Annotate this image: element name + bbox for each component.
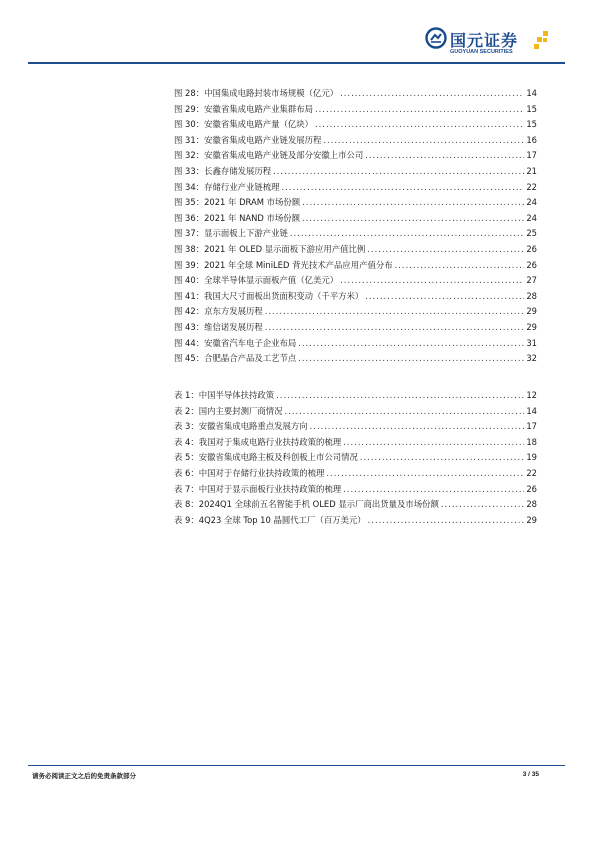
dot-leader [367,242,524,258]
table-toc-entry[interactable] [174,404,537,420]
toc-entry-label: 表 2：国内主要封测厂商情况 [174,405,283,416]
toc-entry-page: 24 [526,212,537,223]
table-toc-entry[interactable] [174,388,537,404]
toc-entry-page: 19 [526,452,537,463]
toc-entry-page: 29 [526,306,537,317]
toc-entry-label: 表 5：安徽省集成电路主板及科创板上市公司情况 [174,452,358,463]
logo-accent-blocks-icon [534,31,550,49]
dot-leader [365,148,524,164]
dot-leader [395,258,525,274]
figure-toc-entry[interactable] [174,102,537,118]
header-divider [28,62,565,64]
dot-leader [441,497,524,513]
footer-page-number: 3 / 35 [522,771,539,778]
toc-entry-page: 17 [526,421,537,432]
table-toc-entry[interactable] [174,466,537,482]
table-toc-entry[interactable] [174,435,537,451]
toc-entry-page: 12 [526,390,537,400]
figure-toc-entry[interactable] [174,273,537,289]
toc-entry-page: 15 [526,119,537,130]
figure-toc-entry[interactable] [174,148,537,164]
toc-entry-page: 16 [526,134,537,145]
company-logo [425,25,555,65]
dot-leader [302,211,524,227]
dot-leader [265,320,525,336]
toc-entry-page: 17 [526,150,537,161]
toc-entry-label: 图 35：2021 年 DRAM 市场份额 [174,197,301,208]
figure-toc-entry[interactable] [174,242,537,258]
toc-entry-page: 14 [526,405,537,416]
toc-entry-label: 图 44：安徽省汽车电子企业布局 [174,337,297,348]
toc-entry-label: 图 42：京东方发展历程 [174,306,263,317]
table-toc-entry[interactable] [174,513,537,529]
toc-entry-label: 图 30：安徽省集成电路产量（亿块） [174,119,313,130]
toc-entry-page: 31 [526,337,537,348]
dot-leader [340,273,524,289]
toc-entry-page: 22 [526,181,537,192]
toc-entry-label: 表 6：中国对于存储行业扶持政策的梳理 [174,467,325,478]
toc-entry-label: 表 1：中国半导体扶持政策 [174,390,275,400]
figure-toc-entry[interactable] [174,86,537,102]
dot-leader [290,226,525,242]
toc-entry-page: 28 [526,499,537,510]
toc-entry-label: 表 8：2024Q1 全球前五名智能手机 OLED 显示厂商出货量及市场份额 [174,499,439,510]
guoyuan-emblem-icon [425,27,447,49]
toc-entry-label: 表 3：安徽省集成电路重点发展方向 [174,421,308,432]
toc-entry-page: 26 [526,483,537,494]
dot-leader [368,513,525,529]
toc-entry-page: 32 [526,353,537,364]
figure-toc-entry[interactable] [174,351,537,367]
dot-leader [265,304,525,320]
toc-entry-label: 图 38：2021 年 OLED 显示面板下游应用产值比例 [174,243,366,254]
toc-entry-page: 29 [526,321,537,332]
toc-entry-label: 图 28：中国集成电路封装市场规模（亿元） [174,88,339,98]
figure-toc-entry[interactable] [174,133,537,149]
toc-entry-page: 26 [526,243,537,254]
dot-leader [285,404,525,420]
footer-divider [28,765,565,766]
table-index-list [174,388,537,528]
toc-entry-page: 18 [526,436,537,447]
table-toc-entry[interactable] [174,419,537,435]
dot-leader [302,195,524,211]
toc-entry-page: 27 [526,275,537,286]
dot-leader [326,466,524,482]
toc-entry-page: 15 [526,103,537,114]
dot-leader [310,419,525,435]
figure-toc-entry[interactable] [174,258,537,274]
toc-entry-page: 26 [526,259,537,270]
toc-entry-page: 21 [526,165,537,176]
figure-toc-entry[interactable] [174,117,537,133]
toc-entry-label: 图 41：我国大尺寸面板出货面积变动（千平方米） [174,290,364,301]
toc-entry-label: 图 45：合肥晶合产品及工艺节点 [174,353,297,364]
figure-toc-entry[interactable] [174,180,537,196]
dot-leader [315,117,524,133]
figure-toc-entry[interactable] [174,164,537,180]
toc-entry-label: 图 31：安徽省集成电路产业链发展历程 [174,134,322,145]
toc-entry-label: 表 7：中国对于显示面板行业扶持政策的梳理 [174,483,342,494]
dot-leader [323,133,524,149]
toc-entry-label: 图 33：长鑫存储发展历程 [174,165,272,176]
logo-name: 国元证券 [450,31,519,50]
figure-toc-entry[interactable] [174,289,537,305]
table-toc-entry[interactable] [174,482,537,498]
dot-leader [273,164,524,180]
figure-toc-entry[interactable] [174,195,537,211]
toc-entry-label: 图 34：存储行业产业链梳理 [174,181,280,192]
dot-leader [343,435,524,451]
toc-entry-page: 25 [526,228,537,239]
footer-disclaimer: 请务必阅读正文之后的免责条款部分 [32,772,136,780]
toc-entry-label: 图 39：2021 年全球 MiniLED 背光技术产品应用产值分布 [174,259,393,270]
toc-entry-page: 28 [526,290,537,301]
toc-entry-label: 图 29：安徽省集成电路产业集群布局 [174,103,313,114]
dot-leader [276,388,524,404]
figure-toc-entry[interactable] [174,304,537,320]
dot-leader [315,102,524,118]
toc-entry-label: 表 9：4Q23 全球 Top 10 晶圆代工厂（百万美元） [174,514,366,525]
figure-toc-entry[interactable] [174,336,537,352]
table-toc-entry[interactable] [174,450,537,466]
toc-entry-label: 图 40：全球半导体显示面板产值（亿美元） [174,275,339,286]
figure-toc-entry[interactable] [174,211,537,227]
figure-toc-entry[interactable] [174,226,537,242]
dot-leader [298,351,524,367]
toc-entry-label: 图 36：2021 年 NAND 市场份额 [174,212,300,223]
table-toc-entry[interactable] [174,497,537,513]
dot-leader [281,180,524,196]
logo-subtitle: GUOYUAN SECURITIES [450,49,513,55]
toc-entry-page: 14 [526,88,537,98]
figure-toc-entry[interactable] [174,320,537,336]
dot-leader [360,450,524,466]
toc-entry-page: 24 [526,197,537,208]
dot-leader [365,289,524,305]
figure-index-list [174,86,537,367]
toc-entry-label: 图 37：显示面板上下游产业链 [174,228,288,239]
toc-entry-label: 表 4：我国对于集成电路行业扶持政策的梳理 [174,436,342,447]
dot-leader [340,86,524,102]
dot-leader [343,482,524,498]
dot-leader [298,336,524,352]
toc-entry-page: 29 [526,514,537,525]
toc-entry-page: 22 [526,467,537,478]
toc-entry-label: 图 43：维信诺发展历程 [174,321,263,332]
toc-entry-label: 图 32：安徽省集成电路产业链及部分安徽上市公司 [174,150,364,161]
